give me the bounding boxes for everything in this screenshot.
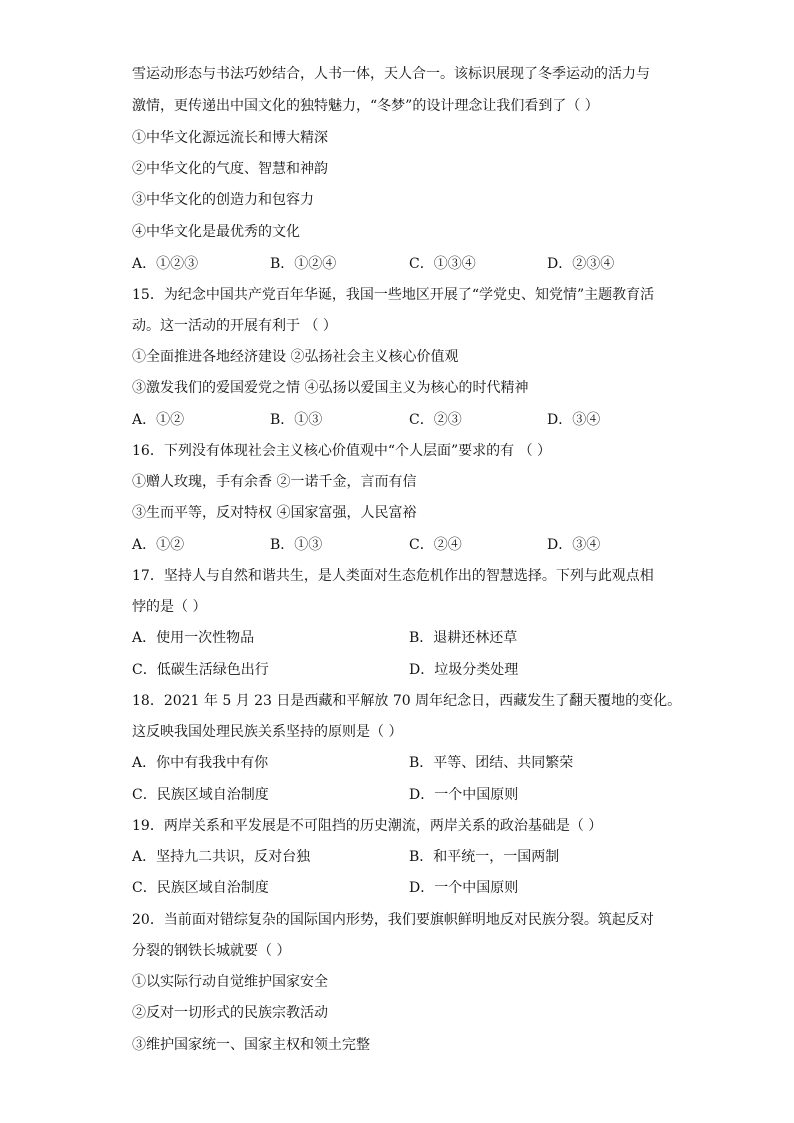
q15-items-line-2: ③激发我们的爱国爱党之情 ④弘扬以爱国主义为核心的时代精神 <box>132 380 529 396</box>
q16-option-d: D．③④ <box>547 537 601 553</box>
q17-option-a: A．使用一次性物品 <box>132 630 255 646</box>
q15-option-a: A．①② <box>132 412 185 428</box>
q16-stem-line-1: 16．下列没有体现社会主义核心价值观中“个人层面”要求的有 （ ） <box>132 443 552 459</box>
q19-stem-line-1: 19．两岸关系和平发展是不可阻挡的历史潮流，两岸关系的政治基础是（ ） <box>132 818 603 834</box>
q16-items-line-2: ③生而平等，反对特权 ④国家富强，人民富裕 <box>132 505 417 521</box>
q19-option-c: C．民族区域自治制度 <box>132 880 269 896</box>
q17-stem-line-2: 悖的是（ ） <box>132 599 207 615</box>
q18-stem-line-2: 这反映我国处理民族关系坚持的原则是（ ） <box>132 724 403 740</box>
q14-item-1: ①中华文化源远流长和博大精深 <box>132 130 328 146</box>
q15-stem-line-2: 动。这一活动的开展有利于 （ ） <box>132 318 337 334</box>
q18-option-d: D．一个中国原则 <box>409 787 519 803</box>
q17-option-b: B．退耕还林还草 <box>409 630 518 646</box>
q14-item-3: ③中华文化的创造力和包容力 <box>132 192 314 208</box>
q14-item-4: ④中华文化是最优秀的文化 <box>132 224 300 240</box>
q18-option-a: A．你中有我我中有你 <box>132 755 269 771</box>
q14-option-d: D．②③④ <box>547 256 615 272</box>
q18-option-b: B．平等、团结、共同繁荣 <box>409 755 574 771</box>
q17-stem-line-1: 17．坚持人与自然和谐共生，是人类面对生态危机作出的智慧选择。下列与此观点相 <box>132 568 654 584</box>
q20-item-1: ①以实际行动自觉维护国家安全 <box>132 974 328 990</box>
q15-option-c: C．②③ <box>409 412 462 428</box>
q14-item-2: ②中华文化的气度、智慧和神韵 <box>132 161 328 177</box>
q20-stem-line-2: 分裂的钢铁长城就要（ ） <box>132 943 291 959</box>
q18-option-c: C．民族区域自治制度 <box>132 787 269 803</box>
q14-option-b: B．①②④ <box>270 256 337 272</box>
q16-option-a: A．①② <box>132 537 185 553</box>
q20-stem-line-1: 20．当前面对错综复杂的国际国内形势，我们要旗帜鲜明地反对民族分裂。筑起反对 <box>132 912 654 928</box>
q16-option-b: B．①③ <box>270 537 323 553</box>
q15-items-line-1: ①全面推进各地经济建设 ②弘扬社会主义核心价值观 <box>132 349 459 365</box>
q15-option-b: B．①③ <box>270 412 323 428</box>
q14-stem-line-2: 激情，更传递出中国文化的独特魅力，“冬梦”的设计理念让我们看到了（ ） <box>132 98 599 114</box>
q20-item-2: ②反对一切形式的民族宗教活动 <box>132 1005 328 1021</box>
q15-stem-line-1: 15．为纪念中国共产党百年华诞，我国一些地区开展了“学党史、知党情”主题教育活 <box>132 287 655 303</box>
q14-option-a: A．①②③ <box>132 256 199 272</box>
q17-option-d: D．垃圾分类处理 <box>409 662 519 678</box>
q15-option-d: D．③④ <box>547 412 601 428</box>
q18-stem-line-1: 18．2021 年 5 月 23 日是西藏和平解放 70 周年纪念日，西藏发生了翻天覆地的变化。 <box>132 693 682 709</box>
q19-option-a: A．坚持九二共识，反对台独 <box>132 849 311 865</box>
q16-option-c: C．②④ <box>409 537 462 553</box>
q19-option-d: D．一个中国原则 <box>409 880 519 896</box>
q20-item-3: ③维护国家统一、国家主权和领土完整 <box>132 1037 370 1053</box>
q17-option-c: C．低碳生活绿色出行 <box>132 662 269 678</box>
q16-items-line-1: ①赠人玫瑰，手有余香 ②一诺千金，言而有信 <box>132 474 417 490</box>
q14-stem-line-1: 雪运动形态与书法巧妙结合，人书一体，天人合一。该标识展现了冬季运动的活力与 <box>132 66 650 82</box>
q19-option-b: B．和平统一，一国两制 <box>409 849 560 865</box>
q14-option-c: C．①③④ <box>409 256 476 272</box>
